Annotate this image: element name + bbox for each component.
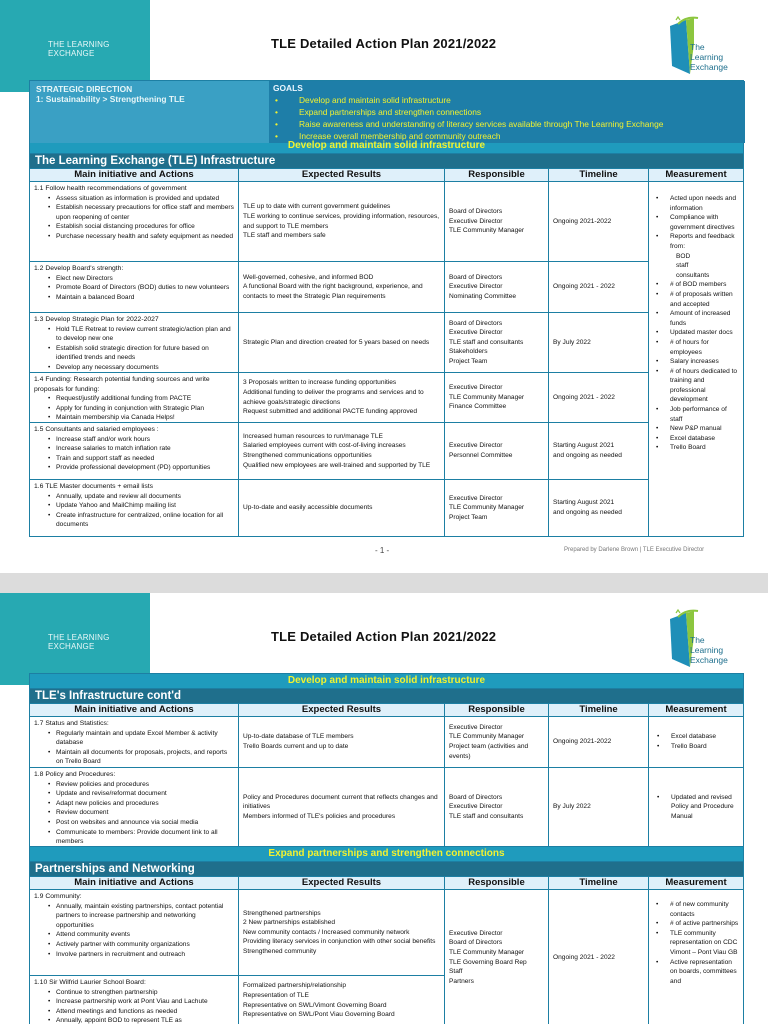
action-item: • Update Yahoo and MailChimp mailing list [48,501,234,511]
initiative-cell [29,423,239,480]
action-item: • Establish necessary precautions for office staff and members upon reopening of center [48,203,234,222]
logo-text: The Learning Exchange [690,635,728,665]
action-item: • Attend meetings and functions as needed [48,1007,234,1017]
action-item: • Update and revise/reformat document [48,789,234,799]
section-title: Develop and maintain solid infrastructure [29,139,744,154]
measurement-item: • Updated master docs [656,328,740,338]
table-row [29,423,744,480]
action-item: • Assess situation as information is provided and updated [48,194,234,204]
action-item: • Annually, appoint BOD to represent TLE as [48,1016,234,1024]
result-line: New community contacts / Increased community network [243,928,410,936]
measurement-cell [649,768,744,847]
action-item: • Increase partnership work at Pont Viau and Lachute [48,997,234,1007]
responsible-line: Nominating Committee [449,292,517,300]
measurement-item: • # of hours dedicated to training and professional development [656,367,740,405]
action-item: • Actively partner with community organizations [48,940,234,950]
action-item: • Involve partners in recruitment and outreach [48,950,234,960]
responsible-cell [445,717,549,768]
section-title-2: Expand partnerships and strengthen connections [29,847,744,862]
page-2 [0,593,768,1024]
measurement-item: • Salary increases [656,357,740,367]
column-headers-2 [29,877,744,890]
initiative-cell [29,262,239,313]
initiative-title [34,892,234,902]
result-line: Strengthened communications opportunities [243,452,372,459]
responsible-line: Board of Directors [449,793,503,801]
table-row [29,313,744,373]
table-row [29,480,744,537]
col-header-responsible: Responsible [445,169,549,182]
col-header-measurement: Measurement [649,877,744,890]
result-line: 2 New partnerships established [243,919,335,927]
initiative-title [34,184,234,194]
expected-results-cell [239,373,445,423]
action-item: • Adapt new policies and procedures [48,799,234,809]
measurement-item: • Trello Board [657,742,739,752]
measurement-list [656,194,740,453]
action-item: • Post on websites and announce via social media [48,818,234,828]
measurement-item: • Trello Board [656,443,740,453]
action-item: • Regularly maintain and update Excel Member & activity database [48,729,234,748]
timeline-line: Ongoing 2021 - 2022 [553,283,615,291]
measurement-item: • Acted upon needs and information [656,194,740,213]
responsible-line: Executive Director [449,384,503,392]
timeline-line: By July 2022 [553,338,591,346]
responsible-line: Executive Director [449,442,503,450]
expected-results-cell [239,768,445,847]
goal-item: • Increase overall membership and community outreach [273,130,741,142]
measurement-item: • # of hours for employees [656,338,740,357]
table-row [29,262,744,313]
action-item: • Review policies and procedures [48,780,234,790]
initiative-number: 1.6 [34,483,44,490]
expected-results-cell [239,423,445,480]
action-list [48,194,234,242]
responsible-line: Executive Director [449,723,503,731]
action-item: • Maintain membership via Canada Helps! [48,413,234,423]
document-title: TLE Detailed Action Plan 2021/2022 [271,629,497,644]
action-item: • Promote Board of Directors (BOD) duties to new volunteers [48,283,234,293]
col-header-initiative: Main initiative and Actions [29,704,239,717]
expected-results-cell [239,976,445,1024]
col-header-initiative: Main initiative and Actions [29,169,239,182]
initiative-cell [29,182,239,262]
initiative-heading: Develop Board's strength: [45,265,124,272]
result-line: Qualified new employees are well-trained and supported by TLE [243,461,431,469]
column-headers [29,169,744,182]
strategic-direction-row [29,80,744,139]
initiative-title [34,264,234,274]
result-line: Policy and Procedures document current that reflects changes and initiatives [243,793,438,811]
expected-results-cell [239,717,445,768]
responsible-line: TLE Community Manager [449,948,525,956]
result-line: 3 Proposals written to increase funding opportunities [243,379,397,387]
col-header-measurement: Measurement [649,704,744,717]
measurement-cell [649,182,744,537]
timeline-cell [549,423,649,480]
brand-bar [0,593,150,685]
initiative-heading: Status and Statistics: [45,720,109,727]
initiative-number: 1.4 [34,376,44,383]
initiative-heading: TLE Master documents + email lists [45,483,154,490]
action-list [48,274,234,303]
page-header [0,593,768,685]
action-item: • Apply for funding in conjunction with Strategic Plan [48,404,234,414]
responsible-line: TLE Community Manager [449,227,525,235]
action-list [48,325,234,373]
initiative-heading: Funding: Research potential funding sources and write proposals for funding: [34,376,210,393]
responsible-line: Executive Director [449,929,503,937]
table-row [29,768,744,847]
action-list [48,780,234,847]
initiative-number: 1.3 [34,316,44,323]
page-footer [0,546,768,558]
goals: GOALS • Develop and maintain solid infrastructure • Expand partnerships and strengthen connections • Raise awareness and understanding of literacy services available through The Learning Exchange • Increase overall membership and community outreach [269,81,745,143]
initiative-cell [29,976,239,1024]
result-line: Additional funding to deliver the programs and services and to achieve goals/strategic directions [243,388,424,406]
initiative-number: 1.2 [34,265,44,272]
col-header-measurement: Measurement [649,169,744,182]
result-line: TLE working to continue services, providing information, resources, and support to TLE members [243,212,440,230]
initiative-cell [29,480,239,537]
measurement-item: • # of BOD members [656,280,740,290]
responsible-cell [445,423,549,480]
measurement-list [657,793,739,822]
col-header-timeline: Timeline [549,169,649,182]
initiative-heading: Follow health recommendations of government [45,185,187,192]
page2-rows [29,717,744,847]
responsible-cell [445,182,549,262]
result-line: Representative on SWL/Vimont Governing Board [243,1001,387,1009]
col-header-timeline: Timeline [549,877,649,890]
action-item: • Maintain all documents for proposals, projects, and reports on Trello Board [48,748,234,767]
timeline-cell [549,768,649,847]
col-header-initiative: Main initiative and Actions [29,877,239,890]
measurement-subitem: consultants [676,271,710,279]
measurement-item: • Excel database [657,732,739,742]
result-line: Up-to-date database of TLE members [243,733,354,741]
col-header-results: Expected Results [239,169,445,182]
initiative-number: 1.7 [34,720,44,727]
timeline-line: Starting August 2021 [553,442,615,450]
initiative-heading: Policy and Procedures: [45,771,116,778]
initiative-title [34,719,234,729]
page1-rows [29,182,744,537]
expected-results-cell [239,480,445,537]
measurement-item: • New P&P manual [656,424,740,434]
measurement-item: • Excel database [656,434,740,444]
action-list [48,394,234,423]
responsible-line: Finance Committee [449,403,507,411]
initiative-title [34,770,234,780]
responsible-cell [445,373,549,423]
action-item: • Establish social distancing procedures for office [48,222,234,232]
action-item: • Review document [48,808,234,818]
expected-results-cell [239,182,445,262]
col-header-responsible: Responsible [445,877,549,890]
timeline-line: and ongoing as needed [553,509,622,516]
measurement-item: • Amount of increased funds [656,309,740,328]
responsible-line: Executive Director [449,494,503,502]
document-title: TLE Detailed Action Plan 2021/2022 [271,36,497,51]
initiative-number: 1.8 [34,771,44,778]
initiative-number: 1.5 [34,426,44,433]
action-item: • Annually, update and review all documents [48,492,234,502]
responsible-line: Project team (activities and events) [449,743,529,760]
measurement-item: • Job performance of staff [656,405,740,424]
initiative-title [34,425,234,435]
measurement-cell [649,717,744,768]
result-line: Formalized partnership/relationship [243,982,346,990]
col-header-timeline: Timeline [549,704,649,717]
responsible-line: Staff [449,968,463,976]
result-line: Salaried employees current with cost-of-living increases [243,442,406,450]
col-header-responsible: Responsible [445,704,549,717]
initiative-number: 1.10 [34,979,48,986]
page-header [0,0,768,92]
responsible-line: Board of Directors [449,939,503,947]
result-line: Strategic Plan and direction created for 5 years based on needs [243,338,430,346]
subsection-title-2: Partnerships and Networking [29,862,744,877]
responsible-line: Board of Directors [449,319,503,327]
timeline-line: Ongoing 2021 - 2022 [553,393,615,401]
action-item: • Create infrastructure for centralized, online location for all documents [48,511,234,530]
timeline-line: Starting August 2021 [553,499,615,507]
responsible-line: Board of Directors [449,273,503,281]
table-row [29,373,744,423]
initiative-heading: Community: [45,893,82,900]
responsible-line: TLE Community Manager [449,504,525,512]
action-item: • Annually, maintain existing partnerships, contact potential partners to increase partnership and networking opportunities [48,902,234,931]
timeline-cell [549,373,649,423]
action-item: • Provide professional development (PD) opportunities [48,463,234,473]
action-plan-table-1 [29,80,744,537]
responsible-line: Executive Director [449,329,503,337]
column-headers [29,704,744,717]
responsible-line: TLE staff and consultants [449,338,524,346]
action-item: • Increase staff and/or work hours [48,435,234,445]
responsible-line: Executive Director [449,803,503,811]
action-item: • Continue to strengthen partnership [48,988,234,998]
page1-body [29,182,744,537]
timeline-cell [549,182,649,262]
result-line: A functional Board with the right background, experience, and contacts to meet the Strategic Plan requirements [243,283,423,300]
action-plan-table-2 [29,673,744,1024]
measurement-item: • # of proposals written and accepted [656,290,740,309]
initiative-cell [29,373,239,423]
result-line: Strengthened community [243,947,317,955]
action-list [48,988,234,1024]
action-item: • Elect new Directors [48,274,234,284]
goal-item: • Expand partnerships and strengthen connections [273,106,741,118]
result-line: Up-to-date and easily accessible documents [243,504,373,512]
action-item: • Attend community events [48,930,234,940]
measurement-list [656,900,740,986]
result-line: Request submitted and additional PACTE funding approved [243,408,417,416]
action-item: • Maintain a balanced Board [48,293,234,303]
logo-text: The Learning Exchange [690,42,728,72]
initiative-title [34,315,234,325]
responsible-line: Project Team [449,513,488,521]
expected-results-cell [239,262,445,313]
action-item: • Establish solid strategic direction for future based on identified trends and needs [48,344,234,363]
action-item: • Increase salaries to match inflation rate [48,444,234,454]
responsible-cell [445,480,549,537]
responsible-line: TLE Community Manager [449,733,525,741]
responsible-line: TLE staff and consultants [449,812,524,820]
measurement-subitem: staff [676,262,689,270]
measurement-item: • Reports and feedback from: [656,232,740,251]
action-list [48,902,234,960]
goal-item: • Raise awareness and understanding of literacy services available through The Learning Exchange [273,118,741,130]
initiative-cell [29,768,239,847]
result-line: Members informed of TLE's policies and procedures [243,812,396,820]
table-row [29,182,744,262]
partnership-body [29,890,744,1024]
timeline-line: By July 2022 [553,803,591,811]
timeline-cell [549,313,649,373]
initiative-heading: Develop Strategic Plan for 2022-2027 [45,316,159,323]
initiative-cell [29,313,239,373]
timeline-line: Ongoing 2021-2022 [553,738,612,746]
result-line: Representative on SWL/Pont Viau Governing Board [243,1011,395,1019]
action-item: • Request/justify additional funding from PACTE [48,394,234,404]
initiative-cell [29,890,239,976]
col-header-results: Expected Results [239,704,445,717]
expected-results-cell [239,313,445,373]
timeline-cell [549,480,649,537]
responsible-line: Executive Director [449,217,503,225]
action-list [48,729,234,767]
result-line: Representation of TLE [243,991,309,999]
timeline-line: Ongoing 2021 - 2022 [553,953,615,961]
responsible-line: TLE Governing Board Rep [449,958,527,966]
measurement-cell [649,890,744,1024]
measurement-item: • Compliance with government directives [656,213,740,232]
responsible-line: Executive Director [449,283,503,291]
table-row [29,717,744,768]
brand-name: THE LEARNING EXCHANGE [48,40,110,58]
action-item: • Hold TLE Retreat to review current strategic/action plan and to develop new one [48,325,234,344]
responsible-line: Stakeholders [449,348,488,356]
measurement-subitem: BOD [676,252,691,260]
result-line: Providing literacy services in conjunction with other social benefits [243,938,436,946]
timeline-line: and ongoing as needed [553,452,622,459]
responsible-cell [445,262,549,313]
initiative-title [34,978,234,988]
brand-bar [0,0,150,92]
goal-item: • Develop and maintain solid infrastructure [273,94,741,106]
responsible-line: TLE Community Manager [449,393,525,401]
responsible-cell [445,890,549,1024]
timeline-line: Ongoing 2021-2022 [553,217,612,225]
responsible-cell [445,768,549,847]
initiative-number: 1.1 [34,185,44,192]
action-item: • Communicate to members: Provide document link to all members [48,828,234,847]
responsible-line: Partners [449,977,474,985]
measurement-item: • # of new community contacts [656,900,740,919]
initiative-title [34,482,234,492]
action-list [48,435,234,473]
action-item: • Train and support staff as needed [48,454,234,464]
result-line: TLE up to date with current government guidelines [243,203,391,211]
result-line: Strengthened partnerships [243,909,321,917]
expected-results-cell [239,890,445,976]
initiative-number: 1.9 [34,893,44,900]
responsible-line: Personnel Committee [449,452,513,459]
initiative-heading: Sir Wilfrid Laurier School Board: [49,979,146,986]
strategic-direction: STRATEGIC DIRECTION 1: Sustainability > Strengthening TLE [30,81,269,143]
responsible-cell [445,313,549,373]
section-title: Develop and maintain solid infrastructure [29,674,744,689]
subsection-title: The Learning Exchange (TLE) Infrastructure [29,154,744,169]
measurement-list [657,732,739,751]
timeline-cell [549,717,649,768]
action-item: • Purchase necessary health and safety equipment as needed [48,232,234,242]
col-header-results: Expected Results [239,877,445,890]
initiative-cell [29,717,239,768]
measurement-item: • # of active partnerships [656,919,740,929]
responsible-line: Board of Directors [449,208,503,216]
brand-name: THE LEARNING EXCHANGE [48,633,110,651]
result-line: Increased human resources to run/manage TLE [243,432,383,440]
page-number: - 1 - [375,546,390,555]
subsection-title: TLE's Infrastructure cont'd [29,689,744,704]
initiative-title [34,375,234,394]
responsible-line: Project Team [449,357,488,365]
result-line: Trello Boards current and up to date [243,743,349,750]
timeline-cell [549,262,649,313]
action-item: • Develop any necessary documents [48,363,234,373]
initiative-heading: Consultants and salaried employees : [45,426,159,433]
result-line: Well-governed, cohesive, and informed BOD [243,273,374,281]
measurement-item: • TLE community representation on CDC Vimont – Pont Viau GB [656,929,740,958]
result-line: TLE staff and members safe [243,232,326,240]
action-list [48,492,234,530]
prepared-by: Prepared by Darlene Brown | TLE Executive Director [564,547,705,553]
measurement-item: • Active representation on boards, committees and [656,958,740,987]
measurement-item: • Updated and revised Policy and Procedure Manual [657,793,739,822]
timeline-cell [549,890,649,1024]
